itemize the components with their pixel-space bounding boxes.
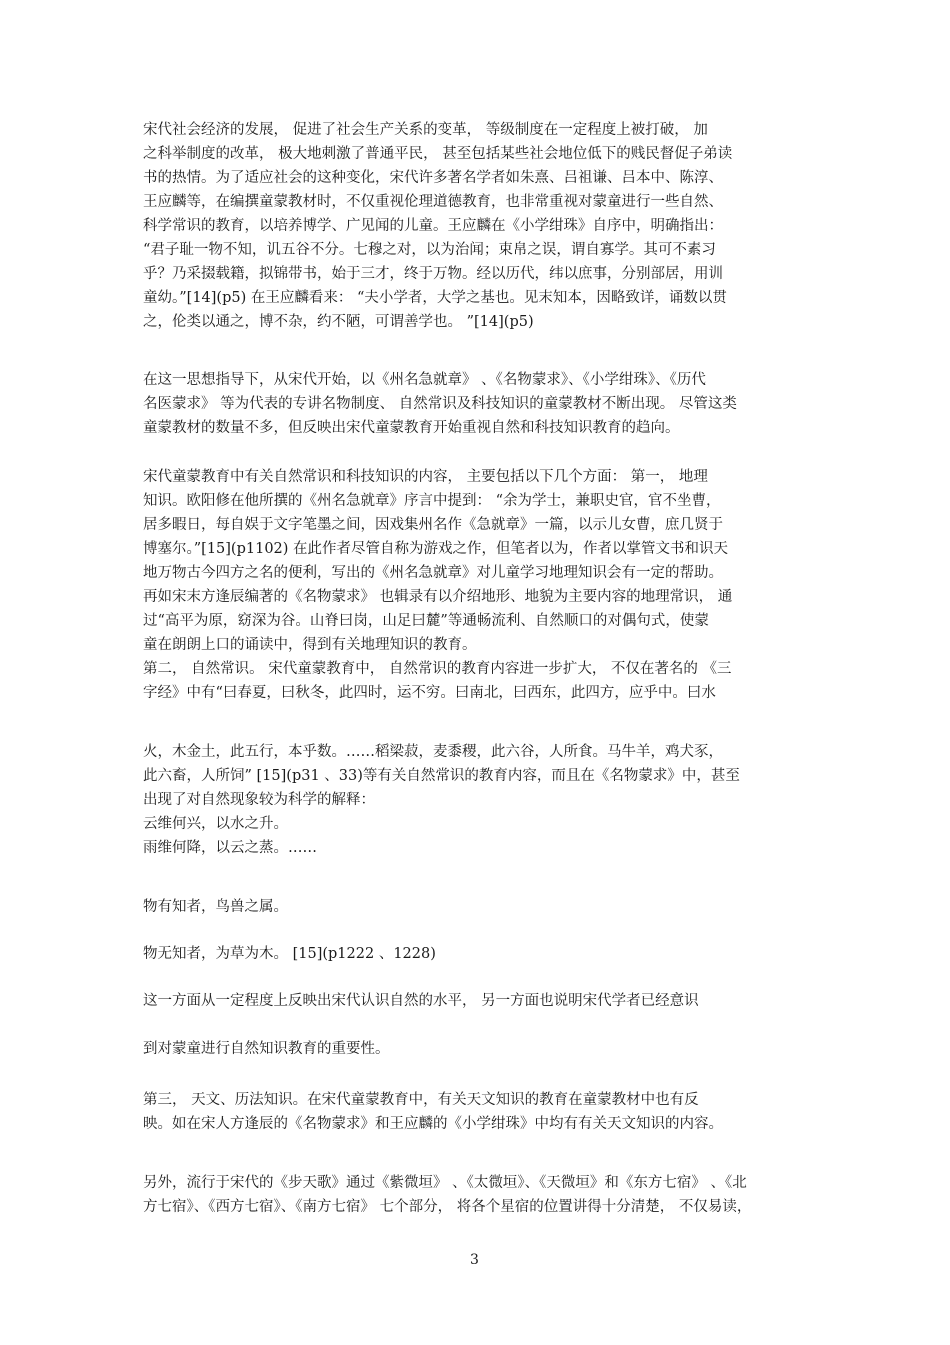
- text-line: 知识。欧阳修在他所撰的《州名急就章》序言中提到： “余为学士，兼职史官，官不坐曹，: [143, 493, 721, 509]
- text-line: 王应麟等，在编撰童蒙教材时，不仅重视伦理道德教育，也非常重视对蒙童进行一些自然、: [143, 194, 723, 210]
- text-line: 物无知者，为草为木。 [15](p1222 、1228): [143, 946, 436, 962]
- text-line: 宋代童蒙教育中有关自然常识和科技知识的内容， 主要包括以下几个方面： 第一， 地理: [143, 469, 708, 485]
- text-line: 第二， 自然常识。 宋代童蒙教育中， 自然常识的教育内容进一步扩大， 不仅在著名的 《三: [143, 661, 732, 677]
- text-line: 过“高平为原，窈深为谷。山脊曰岗，山足曰麓”等通畅流利、自然顺口的对偶句式，使蒙: [143, 613, 709, 629]
- text-line: 之科举制度的改革， 极大地刺激了普通平民， 甚至包括某些社会地位低下的贱民督促子弟读: [143, 146, 733, 162]
- text-line: 此六畜，人所饲” [15](p31 、33)等有关自然常识的教育内容，而且在《名物蒙求》中，甚至: [143, 768, 740, 784]
- text-line: 乎？乃采掇载籍，拟锦带书，始于三才，终于万物。经以历代，纬以庶事，分别部居，用训: [143, 266, 723, 282]
- text-line: 童在朗朗上口的诵读中，得到有关地理知识的教育。: [143, 637, 477, 653]
- text-line: 童幼。”[14](p5) 在王应麟看来： “夫小学者，大学之基也。见末知本，因略致详，诵数以贯: [143, 290, 727, 306]
- text-line: 宋代社会经济的发展， 促进了社会生产关系的变革， 等级制度在一定程度上被打破， 加: [143, 122, 708, 138]
- text-line: 雨维何降，以云之蒸。……: [143, 840, 317, 856]
- text-line: 在这一思想指导下，从宋代开始，以《州名急就章》 、《名物蒙求》、《小学绀珠》、《历代: [143, 372, 706, 388]
- text-line: 再如宋末方逢辰编著的《名物蒙求》 也辑录有以介绍地形、地貌为主要内容的地理常识， 通: [143, 589, 733, 605]
- text-line: 出现了对自然现象较为科学的解释：: [143, 792, 375, 808]
- text-line: 火，木金土，此五行，本乎数。……稻梁菽，麦黍稷，此六谷，人所食。马牛羊，鸡犬豕，: [143, 744, 723, 760]
- text-line: 之，伦类以通之，博不杂，约不陋，可谓善学也。 ”[14](p5): [143, 314, 534, 330]
- text-line: 名医蒙求》 等为代表的专讲名物制度、 自然常识及科技知识的童蒙教材不断出现。 尽管这类: [143, 396, 737, 412]
- text-line: 映。如在宋人方逢辰的《名物蒙求》和王应麟的《小学绀珠》中均有有关天文知识的内容。: [143, 1116, 723, 1132]
- text-line: 书的热情。为了适应社会的这种变化，宋代许多著名学者如朱熹、吕祖谦、吕本中、陈淳、: [143, 170, 723, 186]
- page-number: 3: [470, 1252, 479, 1268]
- text-line: 科学常识的教育，以培养博学、广见闻的儿童。王应麟在《小学绀珠》自序中，明确指出：: [143, 218, 723, 234]
- text-line: “君子耻一物不知，讥五谷不分。七穆之对，以为治闻；束帛之误，谓自寡学。其可不素习: [143, 242, 716, 258]
- text-line: 第三， 天文、历法知识。在宋代童蒙教育中，有关天文知识的教育在童蒙教材中也有反: [143, 1092, 699, 1108]
- text-line: 居多暇日，每自娱于文字笔墨之间，因戏集州名作《急就章》一篇，以示儿女曹，庶几贤于: [143, 517, 723, 533]
- text-line: 这一方面从一定程度上反映出宋代认识自然的水平， 另一方面也说明宋代学者已经意识: [143, 993, 699, 1009]
- text-line: 云维何兴，以水之升。: [143, 816, 288, 832]
- text-line: 地万物古今四方之名的便利，写出的《州名急就章》对儿童学习地理知识会有一定的帮助。: [143, 565, 723, 581]
- text-line: 另外，流行于宋代的《步天歌》通过《紫微垣》 、《太微垣》、《天微垣》和《东方七宿》 、《北: [143, 1175, 747, 1191]
- text-line: 童蒙教材的数量不多，但反映出宋代童蒙教育开始重视自然和科技知识教育的趋向。: [143, 420, 680, 436]
- text-line: 方七宿》、《西方七宿》、《南方七宿》 七个部分， 将各个星宿的位置讲得十分清楚， 不仅易读，: [143, 1199, 752, 1215]
- text-line: 物有知者，鸟兽之属。: [143, 899, 288, 915]
- text-line: 字经》中有“曰春夏，曰秋冬，此四时，运不穷。曰南北，曰西东，此四方，应乎中。曰水: [143, 685, 716, 701]
- text-line: 博塞尔。”[15](p1102) 在此作者尽管自称为游戏之作，但笔者以为，作者以掌管文书和识天: [143, 541, 729, 557]
- text-line: 到对蒙童进行自然知识教育的重要性。: [143, 1041, 390, 1057]
